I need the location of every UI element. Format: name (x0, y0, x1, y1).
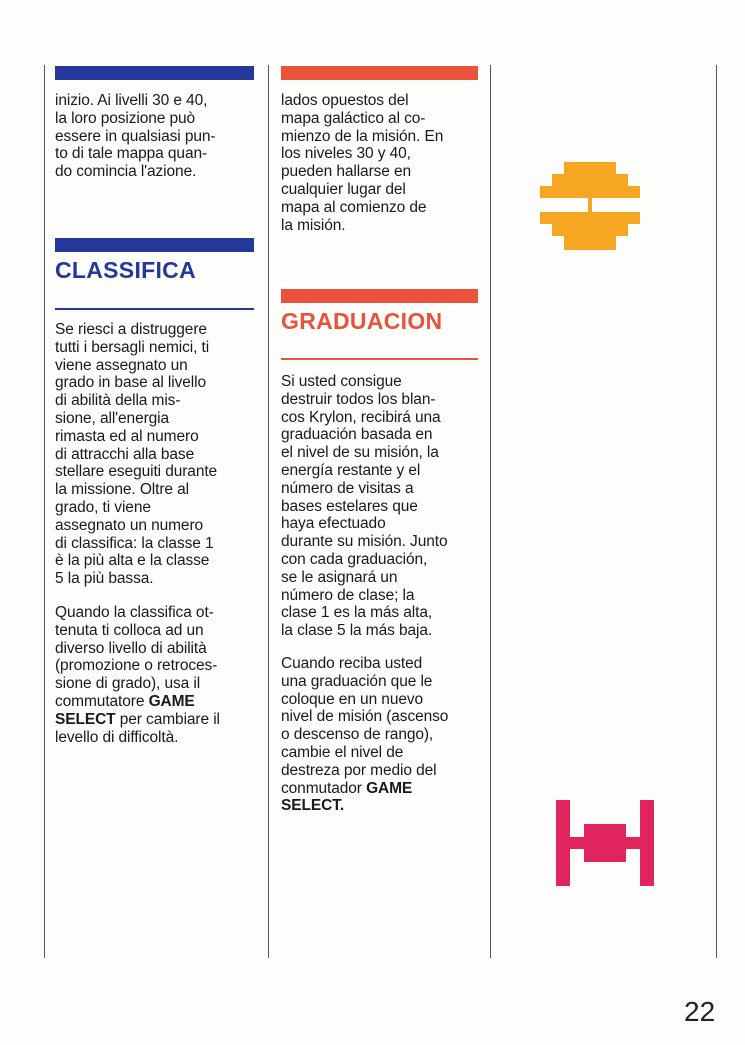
column-divider-right (716, 65, 717, 958)
italian-p2-bold-select: SELECT (55, 710, 116, 728)
spanish-intro-text: lados opuestos del mapa galáctico al co- mienzo de la misión. En los niveles 30 y 40, pueden hallarse en cualquier lugar del mapa al comienzo de la misión. (281, 92, 444, 234)
top-bar-italian (55, 66, 254, 80)
italian-p2-text-end: per cambiare il levello di difficoltà. (55, 710, 220, 746)
italian-paragraph-2 (55, 604, 260, 746)
italian-heading-rule (55, 308, 254, 310)
spanish-p2-bold-select: SELECT. (281, 797, 345, 815)
italian-paragraph-1: Se riesci a distruggere tutti i bersagli nemici, ti viene assegnato un grado in base al livello di abilità della mis- sione, all'energia rimasta ed al numero di attracchi alla base stellare eseguiti durante la missione. Oltre al grado, ti viene assegnato un numero di classifica: la classe 1 è la più alta e la classe 5 la più bassa. (55, 321, 218, 588)
spanish-heading: GRADUACION (281, 308, 443, 334)
italian-heading: CLASSIFICA (55, 257, 196, 283)
top-bar-spanish (281, 66, 478, 80)
column-divider-left (44, 65, 45, 958)
italian-p2-text: Quando la classifica ot- tenuta ti colloca ad un diverso livello di abilità (promozione o retroces- sione di grado), usa il commutatore (55, 604, 218, 710)
spanish-paragraph-2 (281, 655, 486, 815)
spanish-heading-rule (281, 358, 478, 360)
heading-bar-spanish (281, 289, 478, 303)
column-divider-center-right (490, 65, 491, 958)
italian-intro-text: inizio. Ai livelli 30 e 40, la loro posizione può essere in qualsiasi pun- to di tale mappa quan- do comincia l'azione. (55, 92, 216, 181)
enemy-fighter-icon (556, 800, 654, 886)
starbase-icon (540, 162, 640, 250)
page-number: 22 (684, 996, 716, 1027)
heading-bar-italian (55, 238, 254, 252)
spanish-p2-text: Cuando reciba usted una graduación que le coloque en un nuevo nivel de misión (ascenso o descenso de rango), cambie el nivel de destreza por medio del conmutador (281, 655, 449, 797)
column-divider-center-left (268, 65, 269, 958)
spanish-paragraph-1: Si usted consigue destruir todos los blan- cos Krylon, recibirá una graduación basada en el nivel de su misión, la energía restante y el número de visitas a bases estelares que haya efectuado durante su misión. Junto con cada graduación, se le asignará un número de clase; la clase 1 es la más alta, la clase 5 la más baja. (281, 373, 448, 640)
italian-p2-bold-game: GAME (148, 692, 195, 710)
spanish-p2-bold-game: GAME (366, 779, 413, 797)
